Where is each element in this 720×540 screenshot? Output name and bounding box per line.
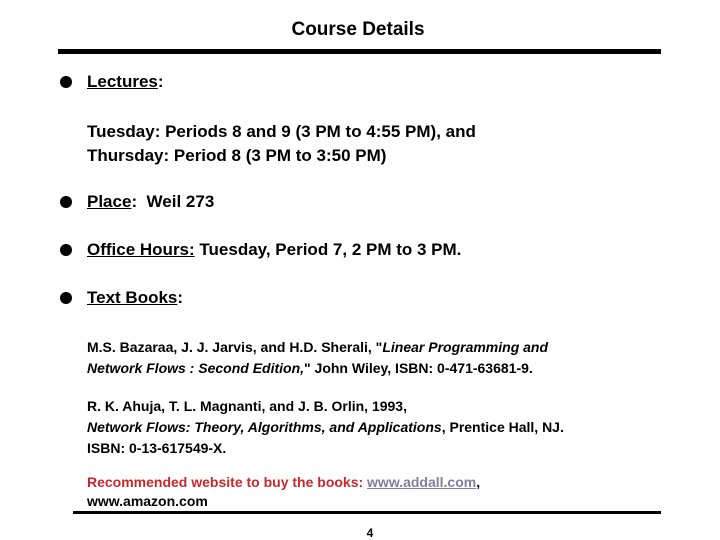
book-2-isbn: ISBN: 0-13-617549-X. (87, 440, 227, 456)
recommend-comma: , (476, 474, 481, 490)
lectures-details (87, 120, 476, 168)
bottom-divider (73, 511, 661, 514)
bullet-icon (60, 244, 72, 256)
page-number: 4 (366, 526, 374, 540)
office-hours-label: Office Hours: (87, 240, 195, 259)
top-divider (58, 49, 661, 54)
recommended-websites (87, 473, 480, 511)
book-1 (87, 337, 548, 379)
book-2-publisher: , Prentice Hall, NJ. (441, 419, 564, 435)
bullet-icon (60, 292, 72, 304)
book-1-title: Linear Programming and (382, 339, 549, 355)
book-1-title-cont: Network Flows : Second Edition, (87, 360, 305, 376)
page-title: Course Details (291, 19, 425, 40)
bullet-icon (60, 196, 72, 208)
text-books-colon: : (177, 288, 184, 307)
text-books-label: Text Books (87, 288, 178, 307)
lectures-label: Lectures (87, 72, 158, 91)
bullet-icon (60, 76, 72, 88)
lectures-line-1: Tuesday: Periods 8 and 9 (3 PM to 4:55 PM), and (87, 122, 476, 141)
place-sep: : (131, 192, 147, 211)
book-1-authors: M.S. Bazaraa, J. J. Jarvis, and H.D. Sherali, " (87, 339, 383, 355)
recommend-label: Recommended website to buy the books: (87, 474, 364, 490)
lectures-colon: : (157, 72, 164, 91)
book-2-authors: R. K. Ahuja, T. L. Magnanti, and J. B. Orlin, 1993, (87, 398, 407, 414)
office-hours-value: Tuesday, Period 7, 2 PM to 3 PM. (194, 240, 462, 259)
amazon-link[interactable]: www.amazon.com (87, 493, 208, 509)
addall-link[interactable]: www.addall.com (367, 474, 477, 490)
book-1-publisher: " John Wiley, ISBN: 0-471-63681-9. (304, 360, 533, 376)
book-2-title: Network Flows: Theory, Algorithms, and Applications (87, 419, 442, 435)
place-label: Place (87, 192, 132, 211)
lectures-line-2: Thursday: Period 8 (3 PM to 3:50 PM) (87, 146, 387, 165)
place-value: Weil 273 (146, 192, 215, 211)
book-2 (87, 396, 564, 459)
